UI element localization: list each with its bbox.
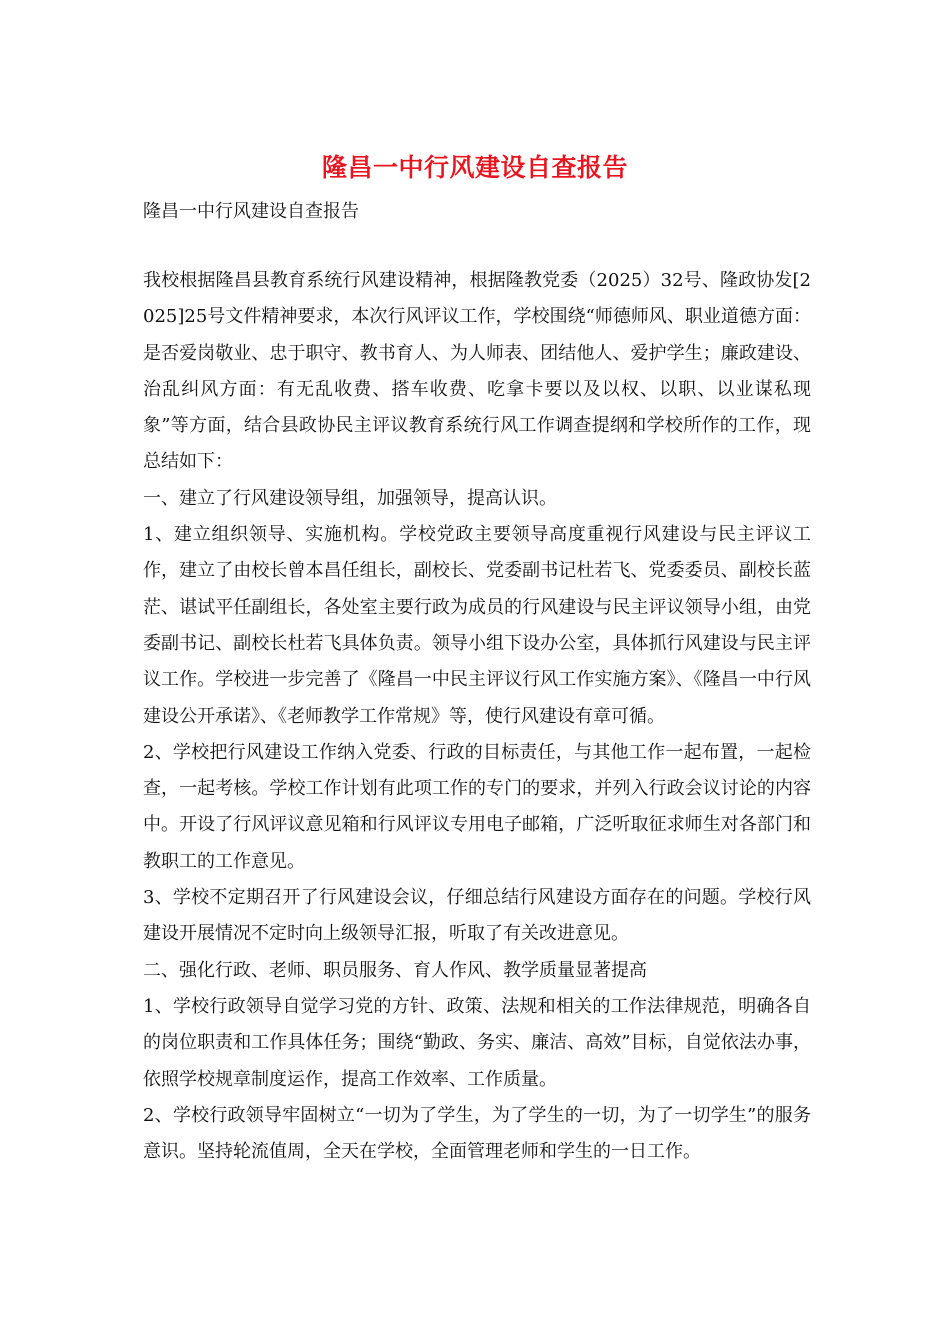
document-subtitle: 隆昌一中行风建设自查报告 <box>143 201 359 222</box>
paragraph-1-1: 1、建立组织领导、实施机构。学校党政主要领导高度重视行风建设与民主评议工作，建立了由校长曾本昌任组长，副校长、党委副书记杜若飞、党委委员、副校长蓝茫、谌试平任副组长，各处室主要行政为成员的行风建设与民主评议领导小组，由党委副书记、副校长杜若飞具体负责。领导小组下设办公室，具体抓行风建设与民主评议工作。学校进一步完善了《隆昌一中民主评议行风工作实施方案》、《隆昌一中行风建设公开承诺》、《老师教学工作常规》等，使行风建设有章可循。 <box>143 524 811 727</box>
paragraph-intro: 我校根据隆昌县教育系统行风建设精神，根据隆教党委（2025）32号、隆政协发[2025]25号文件精神要求，本次行风评议工作，学校围绕“师德师风、职业道德方面：是否爱岗敬业、忠于职守、教书育人、为人师表、团结他人、爱护学生；廉政建设、治乱纠风方面：有无乱收费、搭车收费、吃拿卡要以及以权、以职、以业谋私现象”等方面，结合县政协民主评议教育系统行风工作调查提纲和学校所作的工作，现总结如下： <box>143 270 811 473</box>
paragraph-1-3: 3、学校不定期召开了行风建设会议，仔细总结行风建设方面存在的问题。学校行风建设开展情况不定时向上级领导汇报，听取了有关改进意见。 <box>143 887 811 945</box>
section-heading-1: 一、建立了行风建设领导组，加强领导，提高认识。 <box>143 487 557 509</box>
document-body <box>143 263 811 1170</box>
document-title: 隆昌一中行风建设自查报告 <box>321 153 628 182</box>
paragraph-2-2: 2、学校行政领导牢固树立“一切为了学生，为了学生的一切，为了一切学生”的服务意识。坚持轮流值周，全天在学校，全面管理老师和学生的一日工作。 <box>143 1104 811 1163</box>
section-heading-2: 二、强化行政、老师、职员服务、育人作风、教学质量显著提高 <box>143 959 647 981</box>
paragraph-2-1: 1、学校行政领导自觉学习党的方针、政策、法规和相关的工作法律规范，明确各自的岗位职责和工作具体任务；围绕“勤政、务实、廉洁、高效”目标，自觉依法办事，依照学校规章制度运作，提高工作效率、工作质量。 <box>143 995 811 1090</box>
paragraph-1-2: 2、学校把行风建设工作纳入党委、行政的目标责任，与其他工作一起布置，一起检查，一起考核。学校工作计划有此项工作的专门的要求，并列入行政会议讨论的内容中。开设了行风评议意见箱和行风评议专用电子邮箱，广泛听取征求师生对各部门和教职工的工作意见。 <box>143 741 811 872</box>
